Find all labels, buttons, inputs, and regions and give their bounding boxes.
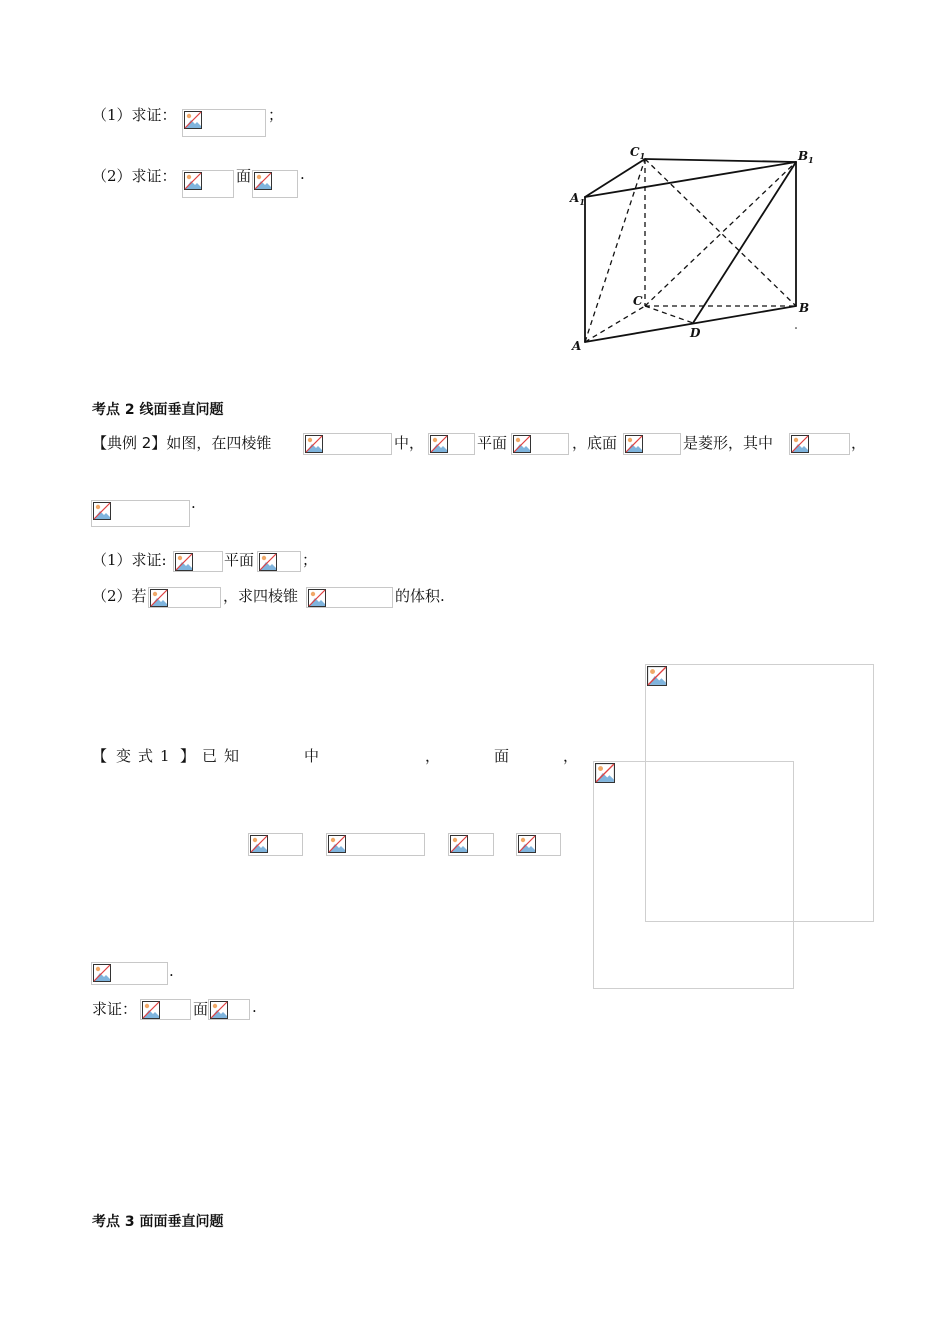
formula-image (182, 109, 266, 137)
variant-word: 中 (304, 747, 320, 765)
broken-image-icon (150, 589, 168, 607)
broken-image-icon (513, 435, 531, 453)
prove-mid: 面 (193, 1000, 209, 1018)
figure-image (593, 761, 794, 989)
label-b: B (799, 301, 810, 315)
label-d: D (690, 326, 701, 340)
formula-image (303, 433, 392, 455)
s2-q2-suffix: 的体积. (395, 587, 445, 605)
svg-text:B1: $B_1$ (798, 149, 814, 165)
broken-image-icon (250, 835, 268, 853)
label-c1: C (630, 145, 640, 159)
broken-image-icon (184, 172, 202, 190)
broken-image-icon (791, 435, 809, 453)
label-c: C (633, 294, 643, 308)
example-text: ， (851, 434, 867, 452)
broken-image-icon (175, 553, 193, 571)
broken-image-icon (210, 1001, 228, 1019)
broken-image-icon (450, 835, 468, 853)
example-text: 中， (394, 434, 425, 452)
broken-image-icon (308, 589, 326, 607)
formula-image (511, 433, 569, 455)
formula-image (326, 833, 425, 856)
svg-text:A1: $A_1$ (570, 191, 585, 207)
formula-image (208, 999, 250, 1020)
broken-image-icon (93, 964, 111, 982)
example-end: . (191, 494, 196, 512)
s2-q1-prefix: （1）求证: (92, 551, 167, 569)
q1-suffix: ； (268, 106, 284, 124)
edge-b1-d (693, 162, 796, 323)
broken-image-icon (430, 435, 448, 453)
formula-image (448, 833, 494, 856)
formula-image (623, 433, 681, 455)
variant-label-char: 知 (224, 747, 240, 765)
formula-image (306, 587, 393, 608)
broken-image-icon (184, 111, 202, 129)
q2-mid: 面 (236, 167, 252, 185)
broken-image-icon (625, 435, 643, 453)
formula-image (91, 962, 168, 985)
variant-label-char: 变 (116, 747, 132, 765)
prism-figure (560, 140, 820, 360)
variant-label-char: 】 (180, 747, 196, 765)
formula-image (516, 833, 561, 856)
variant-label-char: 已 (202, 747, 218, 765)
s2-q1-mid: 平面 (224, 551, 255, 569)
broken-image-icon (259, 553, 277, 571)
broken-image-icon (647, 666, 667, 686)
formula-image (173, 551, 223, 572)
broken-image-icon (93, 502, 111, 520)
variant-label-char: 式 (138, 747, 154, 765)
prove-prefix: 求证： (92, 1000, 138, 1018)
label-a1: A (570, 191, 580, 205)
formula-image (248, 833, 303, 856)
prove-suffix: . (252, 998, 257, 1016)
svg-text:C1: $C_1$ (630, 145, 646, 161)
section-3-title: 考点 3 面面垂直问题 (92, 1214, 224, 1230)
formula-image (789, 433, 850, 455)
edge-c1-b1 (645, 159, 796, 162)
q1-prefix: （1）求证： (92, 106, 177, 124)
edge-a-c1 (585, 159, 645, 342)
variant-end: . (169, 962, 174, 980)
variant-comma: ， (563, 747, 579, 765)
s2-q2-mid: ，求四棱锥 (223, 587, 299, 605)
label-b1: B (798, 149, 809, 163)
variant-label-char: 1 (160, 747, 170, 765)
variant-word: 面 (494, 747, 510, 765)
s2-q2-prefix: （2）若 (92, 587, 147, 605)
formula-image (182, 170, 234, 198)
broken-image-icon (328, 835, 346, 853)
broken-image-icon (254, 172, 272, 190)
example-text: 如图，在四棱锥 (166, 434, 272, 452)
edge-c-d (645, 306, 693, 323)
formula-image (257, 551, 301, 572)
label-a: A (572, 339, 582, 353)
example-label: 【典例 2】 (92, 434, 167, 452)
formula-image (91, 500, 190, 527)
variant-label-char: 【 (92, 747, 108, 765)
formula-image (428, 433, 475, 455)
section-2-title: 考点 2 线面垂直问题 (92, 402, 224, 418)
broken-image-icon (305, 435, 323, 453)
example-text: 平面 (477, 434, 508, 452)
broken-image-icon (595, 763, 615, 783)
broken-image-icon (142, 1001, 160, 1019)
q2-prefix: （2）求证： (92, 167, 177, 185)
example-text: ，底面 (572, 434, 618, 452)
formula-image (252, 170, 298, 198)
variant-comma: ， (425, 747, 441, 765)
example-text: 是菱形，其中 (683, 434, 774, 452)
q2-suffix: . (300, 165, 305, 183)
broken-image-icon (518, 835, 536, 853)
formula-image (148, 587, 221, 608)
s2-q1-suffix: ； (302, 551, 318, 569)
formula-image (140, 999, 191, 1020)
